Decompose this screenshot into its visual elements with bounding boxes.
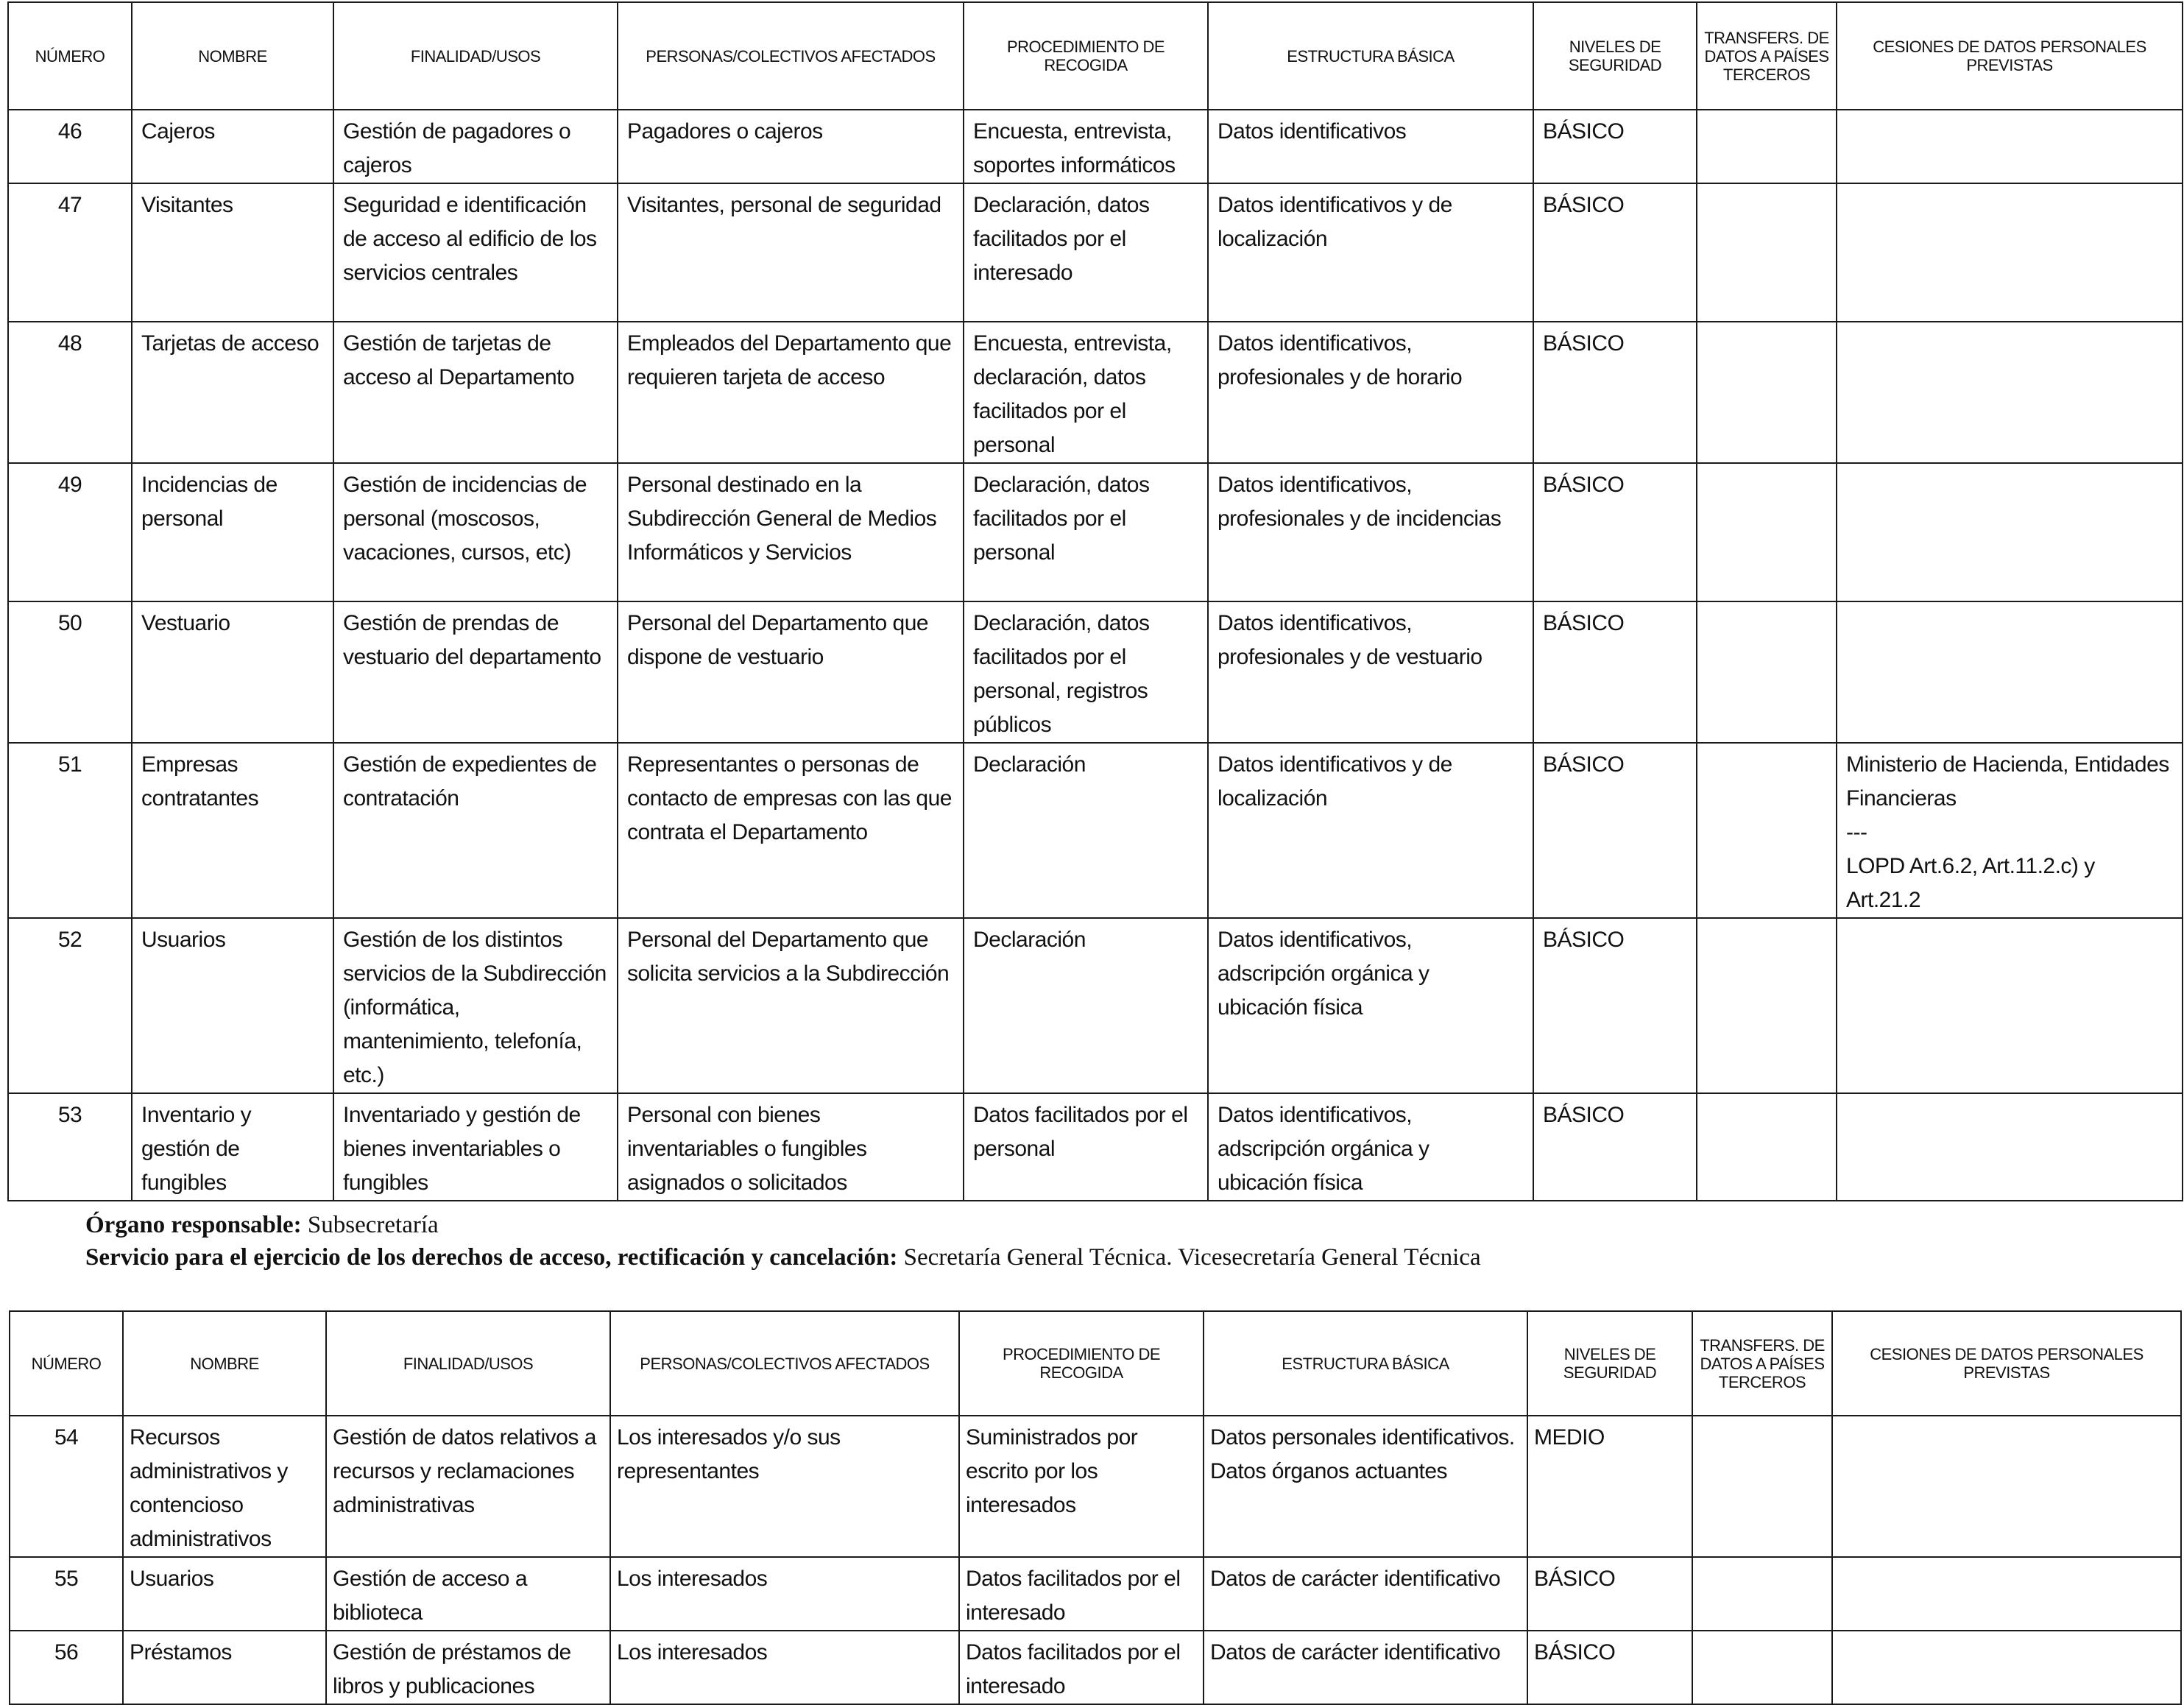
cell-finalidad: Gestión de tarjetas de acceso al Departamento [333, 322, 618, 463]
cell-finalidad: Inventariado y gestión de bienes inventariables o fungibles [333, 1093, 618, 1201]
cell-niveles: BÁSICO [1533, 110, 1697, 183]
cell-finalidad: Gestión de datos relativos a recursos y reclamaciones administrativas [326, 1416, 610, 1557]
cell-niveles: MEDIO [1527, 1416, 1692, 1557]
cell-numero: 47 [8, 183, 132, 322]
cell-niveles: BÁSICO [1533, 463, 1697, 601]
cell-transfers [1692, 1557, 1832, 1631]
table-row [10, 1557, 2181, 1631]
cell-procedimiento: Declaración [964, 743, 1208, 918]
cell-cesiones [1832, 1631, 2181, 1704]
cell-numero: 48 [8, 322, 132, 463]
cell-niveles: BÁSICO [1533, 743, 1697, 918]
cell-personas: Personal del Departamento que solicita servicios a la Subdirección [618, 918, 964, 1093]
cell-finalidad: Gestión de los distintos servicios de la Subdirección (informática, mantenimiento, telefonía, etc.) [333, 918, 618, 1093]
cell-cesiones [1832, 1557, 2181, 1631]
cell-numero: 56 [10, 1631, 123, 1704]
table-row [8, 322, 2183, 463]
cesiones-line: --- [1846, 820, 1867, 844]
estructura-line: Datos de carácter identificativo [1210, 1640, 1501, 1665]
cell-numero: 53 [8, 1093, 132, 1201]
cesiones-line: LOPD Art.6.2, Art.11.2.c) y Art.21.2 [1846, 854, 2095, 912]
cell-numero: 52 [8, 918, 132, 1093]
cell-transfers [1697, 322, 1837, 463]
servicio-derechos-line [85, 1241, 1481, 1274]
cell-personas: Los interesados [610, 1631, 959, 1704]
cell-personas: Personal con bienes inventariables o fungibles asignados o solicitados [618, 1093, 964, 1201]
cell-nombre: Vestuario [132, 601, 333, 743]
cell-finalidad: Gestión de acceso a biblioteca [326, 1557, 610, 1631]
cell-personas: Los interesados y/o sus representantes [610, 1416, 959, 1557]
table-header-row [8, 2, 2183, 110]
cell-estructura: Datos identificativos [1208, 110, 1533, 183]
table-header-row [10, 1311, 2181, 1416]
cell-procedimiento: Suministrados por escrito por los interesados [959, 1416, 1204, 1557]
header-estructura: ESTRUCTURA BÁSICA [1208, 2, 1533, 110]
cell-transfers [1697, 110, 1837, 183]
header-cesiones: CESIONES DE DATOS PERSONALES PREVISTAS [1832, 1311, 2181, 1416]
cell-estructura: Datos identificativos, profesionales y de incidencias [1208, 463, 1533, 601]
cell-procedimiento: Declaración, datos facilitados por el personal, registros públicos [964, 601, 1208, 743]
header-niveles: NIVELES DE SEGURIDAD [1527, 1311, 1692, 1416]
cell-cesiones [1837, 601, 2183, 743]
cell-procedimiento: Declaración, datos facilitados por el personal [964, 463, 1208, 601]
cell-personas: Personal del Departamento que dispone de vestuario [618, 601, 964, 743]
records-table-1 [7, 1, 2183, 1201]
cell-estructura: Datos identificativos, profesionales y de vestuario [1208, 601, 1533, 743]
cell-estructura: Datos identificativos, adscripción orgánica y ubicación física [1208, 918, 1533, 1093]
header-numero: NÚMERO [10, 1311, 123, 1416]
cell-cesiones [1837, 110, 2183, 183]
table-row [10, 1416, 2181, 1557]
cell-cesiones [1837, 918, 2183, 1093]
cell-nombre: Tarjetas de acceso [132, 322, 333, 463]
cell-estructura [1204, 1557, 1527, 1631]
table-row [8, 110, 2183, 183]
header-transfers: TRANSFERS. DE DATOS A PAÍSES TERCEROS [1692, 1311, 1832, 1416]
cell-personas: Representantes o personas de contacto de empresas con las que contrata el Departamento [618, 743, 964, 918]
cell-finalidad: Gestión de pagadores o cajeros [333, 110, 618, 183]
cell-transfers [1697, 601, 1837, 743]
cell-numero: 50 [8, 601, 132, 743]
cell-cesiones [1837, 743, 2183, 918]
cell-estructura [1204, 1416, 1527, 1557]
cell-cesiones [1832, 1416, 2181, 1557]
cell-numero: 54 [10, 1416, 123, 1557]
cell-nombre: Préstamos [123, 1631, 326, 1704]
cell-transfers [1697, 743, 1837, 918]
cell-personas: Empleados del Departamento que requieren tarjeta de acceso [618, 322, 964, 463]
header-numero: NÚMERO [8, 2, 132, 110]
header-cesiones: CESIONES DE DATOS PERSONALES PREVISTAS [1837, 2, 2183, 110]
responsible-organ-block [85, 1209, 1481, 1274]
cell-personas: Visitantes, personal de seguridad [618, 183, 964, 322]
estructura-line: Datos personales identificativos. [1210, 1425, 1515, 1450]
cell-estructura: Datos identificativos, adscripción orgánica y ubicación física [1208, 1093, 1533, 1201]
cell-procedimiento: Encuesta, entrevista, soportes informáticos [964, 110, 1208, 183]
cell-estructura: Datos identificativos y de localización [1208, 183, 1533, 322]
cell-transfers [1697, 918, 1837, 1093]
header-transfers: TRANSFERS. DE DATOS A PAÍSES TERCEROS [1697, 2, 1837, 110]
cell-finalidad: Gestión de expedientes de contratación [333, 743, 618, 918]
table-row [8, 918, 2183, 1093]
cell-personas: Los interesados [610, 1557, 959, 1631]
cell-personas: Pagadores o cajeros [618, 110, 964, 183]
cell-cesiones [1837, 1093, 2183, 1201]
header-estructura: ESTRUCTURA BÁSICA [1204, 1311, 1527, 1416]
organo-label: Órgano responsable: [85, 1212, 302, 1238]
cell-niveles: BÁSICO [1533, 1093, 1697, 1201]
cell-numero: 49 [8, 463, 132, 601]
cell-niveles: BÁSICO [1533, 601, 1697, 743]
cell-procedimiento: Encuesta, entrevista, declaración, datos facilitados por el personal [964, 322, 1208, 463]
cell-transfers [1692, 1631, 1832, 1704]
cell-nombre: Inventario y gestión de fungibles [132, 1093, 333, 1201]
cell-cesiones [1837, 183, 2183, 322]
cell-transfers [1697, 463, 1837, 601]
cell-numero: 55 [10, 1557, 123, 1631]
cell-nombre: Incidencias de personal [132, 463, 333, 601]
header-niveles: NIVELES DE SEGURIDAD [1533, 2, 1697, 110]
cell-finalidad: Gestión de incidencias de personal (moscosos, vacaciones, cursos, etc) [333, 463, 618, 601]
cell-cesiones [1837, 322, 2183, 463]
cell-numero: 51 [8, 743, 132, 918]
cell-finalidad: Gestión de prendas de vestuario del departamento [333, 601, 618, 743]
header-nombre: NOMBRE [123, 1311, 326, 1416]
cell-personas: Personal destinado en la Subdirección General de Medios Informáticos y Servicios [618, 463, 964, 601]
cell-nombre: Cajeros [132, 110, 333, 183]
table-row [8, 183, 2183, 322]
table-row [8, 601, 2183, 743]
cell-finalidad: Seguridad e identificación de acceso al edificio de los servicios centrales [333, 183, 618, 322]
header-personas: PERSONAS/COLECTIVOS AFECTADOS [618, 2, 964, 110]
cell-nombre: Recursos administrativos y contencioso administrativos [123, 1416, 326, 1557]
cell-transfers [1697, 183, 1837, 322]
cell-estructura [1204, 1631, 1527, 1704]
header-procedimiento: PROCEDIMIENTO DE RECOGIDA [964, 2, 1208, 110]
cell-estructura: Datos identificativos y de localización [1208, 743, 1533, 918]
cell-procedimiento: Datos facilitados por el personal [964, 1093, 1208, 1201]
cell-numero: 46 [8, 110, 132, 183]
header-personas: PERSONAS/COLECTIVOS AFECTADOS [610, 1311, 959, 1416]
organo-value: Subsecretaría [301, 1212, 439, 1238]
cell-procedimiento: Declaración [964, 918, 1208, 1093]
cell-procedimiento: Datos facilitados por el interesado [959, 1631, 1204, 1704]
table-row [8, 463, 2183, 601]
cell-procedimiento: Datos facilitados por el interesado [959, 1557, 1204, 1631]
estructura-line: Datos órganos actuantes [1210, 1459, 1448, 1483]
table-row [8, 743, 2183, 918]
servicio-value: Secretaría General Técnica. Vicesecretaría General Técnica [897, 1244, 1481, 1271]
cell-estructura: Datos identificativos, profesionales y de horario [1208, 322, 1533, 463]
cesiones-line: Ministerio de Hacienda, Entidades Financieras [1846, 752, 2169, 811]
table-row [10, 1631, 2181, 1704]
header-finalidad: FINALIDAD/USOS [326, 1311, 610, 1416]
cell-nombre: Usuarios [123, 1557, 326, 1631]
estructura-line: Datos de carácter identificativo [1210, 1567, 1501, 1591]
table-row [8, 1093, 2183, 1201]
cell-nombre: Empresas contratantes [132, 743, 333, 918]
cell-cesiones [1837, 463, 2183, 601]
cell-procedimiento: Declaración, datos facilitados por el interesado [964, 183, 1208, 322]
records-table-2 [9, 1310, 2182, 1705]
header-finalidad: FINALIDAD/USOS [333, 2, 618, 110]
cell-niveles: BÁSICO [1533, 918, 1697, 1093]
cell-niveles: BÁSICO [1533, 322, 1697, 463]
cell-nombre: Visitantes [132, 183, 333, 322]
header-procedimiento: PROCEDIMIENTO DE RECOGIDA [959, 1311, 1204, 1416]
cell-niveles: BÁSICO [1527, 1557, 1692, 1631]
organo-responsable-line [85, 1209, 1481, 1241]
cell-transfers [1697, 1093, 1837, 1201]
servicio-label: Servicio para el ejercicio de los derechos de acceso, rectificación y cancelación: [85, 1244, 898, 1271]
cell-transfers [1692, 1416, 1832, 1557]
cell-nombre: Usuarios [132, 918, 333, 1093]
cell-niveles: BÁSICO [1533, 183, 1697, 322]
header-nombre: NOMBRE [132, 2, 333, 110]
cell-finalidad: Gestión de préstamos de libros y publicaciones [326, 1631, 610, 1704]
cell-niveles: BÁSICO [1527, 1631, 1692, 1704]
